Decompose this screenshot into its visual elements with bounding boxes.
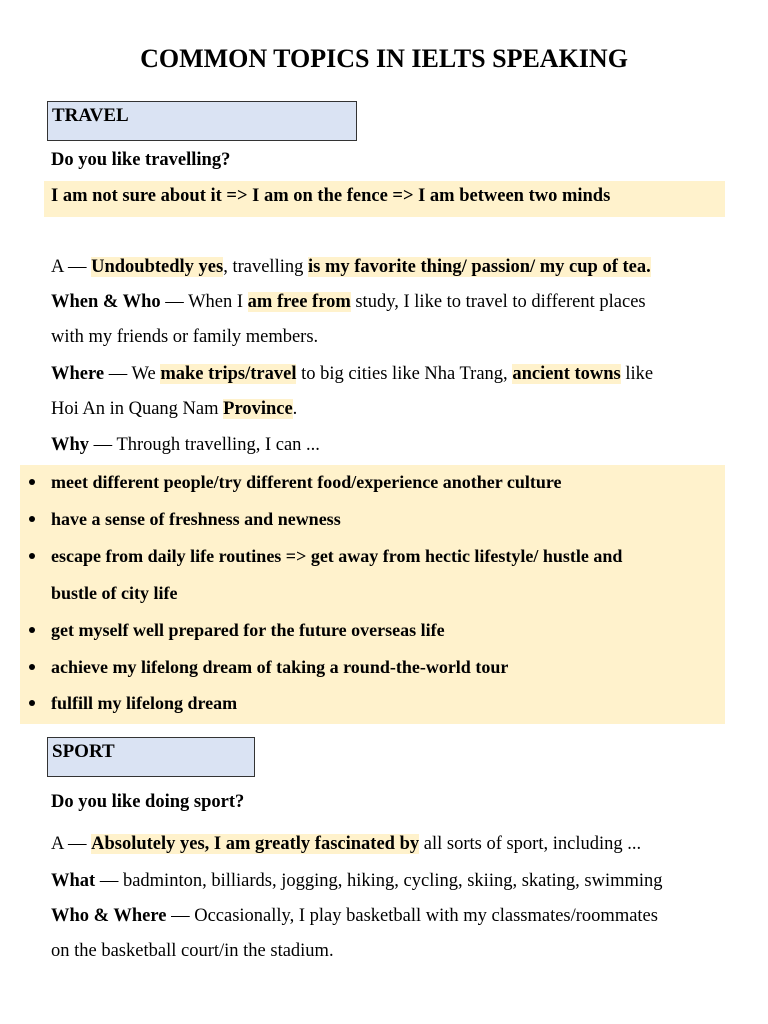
where-highlight-3: Province — [223, 399, 293, 419]
answer-label: A — — [51, 834, 92, 854]
travel-why — [51, 433, 320, 457]
where-highlight-1: make trips/travel — [160, 364, 297, 384]
travel-when-who-cont: with my friends or family members. — [51, 327, 319, 347]
sport-answer — [51, 832, 641, 856]
where-text-4: Hoi An in Quang Nam — [51, 399, 224, 419]
bullet-dot — [29, 479, 35, 485]
list-item: fulfill my lifelong dream — [51, 693, 238, 713]
answer-highlight-2: is my favorite thing/ passion/ my cup of tea. — [307, 257, 651, 277]
travel-where — [51, 362, 653, 386]
when-label: When & Who — [51, 292, 161, 312]
sport-heading: SPORT — [47, 737, 255, 777]
answer-rest: all sorts of sport, including ... — [419, 834, 642, 854]
answer-mid: , travelling — [223, 257, 308, 277]
sport-who-where-cont: on the basketball court/in the stadium. — [51, 941, 334, 961]
why-text: — Through travelling, I can ... — [89, 435, 320, 455]
bullet-dot — [29, 627, 35, 633]
list-item-cont: bustle of city life — [51, 583, 178, 603]
where-text-5: . — [292, 399, 298, 419]
bullet-dot — [29, 553, 35, 559]
sport-what — [51, 869, 663, 893]
bullet-dot — [29, 700, 35, 706]
page-title: COMMON TOPICS IN IELTS SPEAKING — [140, 44, 628, 73]
when-highlight: am free from — [247, 292, 351, 312]
what-label: What — [51, 871, 96, 891]
sport-who-where — [51, 904, 658, 928]
list-item: get myself well prepared for the future overseas life — [51, 620, 445, 640]
where-text-1: — We — [104, 364, 161, 384]
who-where-text: — Occasionally, I play basketball with my classmates/roommates — [166, 906, 658, 926]
list-item: meet different people/try different food/experience another culture — [51, 472, 562, 492]
list-item: have a sense of freshness and newness — [51, 509, 341, 529]
when-text-1: — When I — [160, 292, 248, 312]
list-item: achieve my lifelong dream of taking a round-the-world tour — [51, 657, 509, 677]
travel-where-cont — [51, 397, 297, 421]
travel-when-who — [51, 290, 646, 314]
travel-question: Do you like travelling? — [51, 150, 231, 170]
travel-answer — [51, 255, 651, 279]
where-highlight-2: ancient towns — [512, 364, 621, 384]
where-label: Where — [51, 364, 105, 384]
bullet-dot — [29, 664, 35, 670]
travel-unsure: I am not sure about it => I am on the fence => I am between two minds — [51, 186, 611, 206]
what-text: — badminton, billiards, jogging, hiking, cycling, skiing, skating, swimming — [95, 871, 663, 891]
who-where-label: Who & Where — [51, 906, 167, 926]
answer-highlight: Absolutely yes, I am greatly fascinated by — [91, 834, 420, 854]
sport-question: Do you like doing sport? — [51, 792, 245, 812]
bullet-dot — [29, 516, 35, 522]
where-text-2: to big cities like Nha Trang, — [296, 364, 513, 384]
when-text-2: study, I like to travel to different places — [350, 292, 646, 312]
answer-highlight-1: Undoubtedly yes — [91, 257, 224, 277]
why-label: Why — [51, 435, 90, 455]
where-text-3: like — [620, 364, 654, 384]
travel-heading: TRAVEL — [47, 101, 357, 141]
list-item: escape from daily life routines => get away from hectic lifestyle/ hustle and — [51, 546, 623, 566]
answer-label: A — — [51, 257, 92, 277]
